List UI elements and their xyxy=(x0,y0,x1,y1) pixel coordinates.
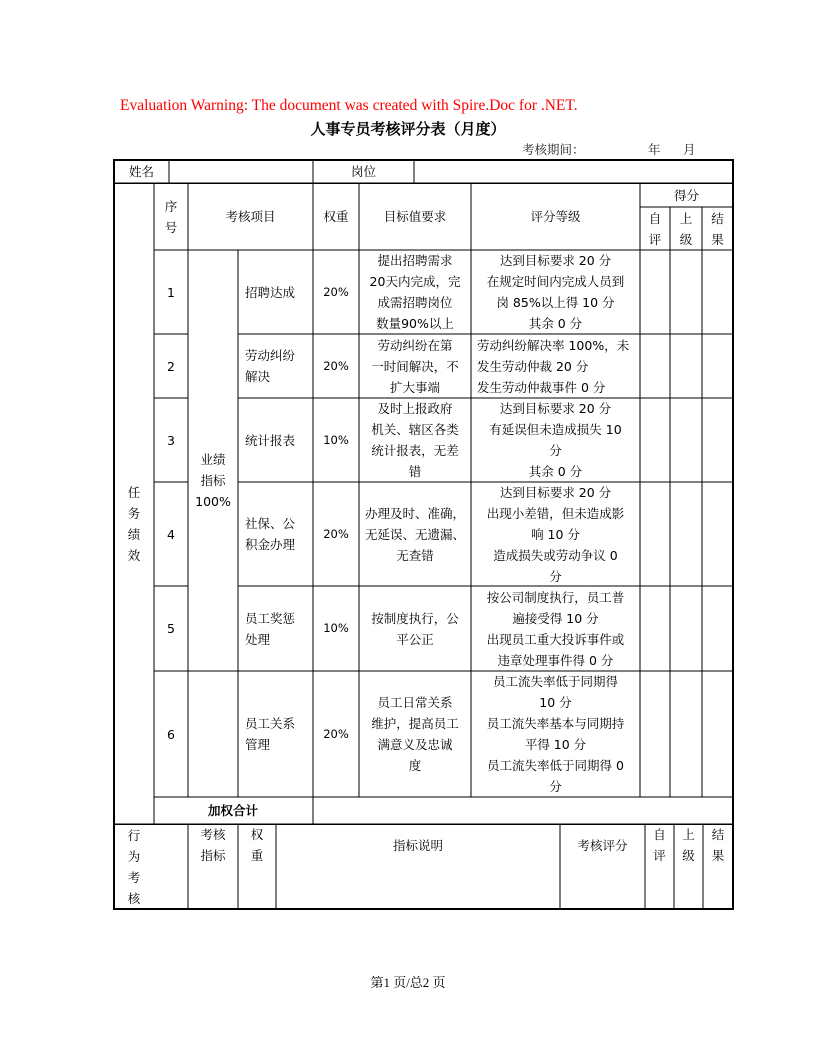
seq-header: 序 号 xyxy=(164,198,178,235)
period-month: 月 xyxy=(683,142,696,157)
row-weight: 20% xyxy=(323,726,349,741)
row-item: 员工奖惩 处理 xyxy=(245,610,296,647)
name-label: 姓名 xyxy=(128,164,154,179)
row-weight: 20% xyxy=(323,526,349,541)
page-title: 人事专员考核评分表（月度） xyxy=(310,120,506,138)
position-label: 岗位 xyxy=(350,164,376,179)
score-header: 得分 xyxy=(673,187,699,203)
period-label: 考核期间： xyxy=(522,142,585,157)
row-item: 劳动纠纷 解决 xyxy=(245,348,296,384)
self-header: 自 评 xyxy=(648,210,662,247)
position-value[interactable] xyxy=(414,160,733,183)
evaluation-warning: Evaluation Warning: The document was created with Spire.Doc for .NET. xyxy=(120,97,578,114)
row-grade: 劳动纠纷解决率 100%，未 发生劳动仲裁 20 分 发生劳动仲裁事件 0 分 xyxy=(477,337,630,395)
row-no: 1 xyxy=(167,284,175,300)
row-no: 4 xyxy=(167,526,175,542)
row-item: 员工关系 管理 xyxy=(245,716,296,752)
behavior-section-label: 行 为 考 核 xyxy=(127,827,141,906)
row-no: 3 xyxy=(167,432,175,448)
weight-header: 权重 xyxy=(323,209,349,224)
row-item: 社保、公 积金办理 xyxy=(245,516,296,552)
row-target: 提出招聘需求 20天内完成，完 成需招聘岗位 数量90%以上 xyxy=(369,253,461,331)
behavior-self-header: 自 评 xyxy=(653,827,666,863)
target-header: 目标值要求 xyxy=(383,209,447,224)
row-target: 办理及时、准确， 无延误、无遗漏、 无查错 xyxy=(364,505,465,563)
behavior-weight-header: 权 重 xyxy=(250,827,264,863)
row-item: 统计报表 xyxy=(245,432,296,448)
row-grade: 达到目标要求 20 分 出现小差错，但未造成影 响 10 分 造成损失或劳动争议 0 分 xyxy=(486,484,625,584)
row-weight: 20% xyxy=(323,284,349,299)
behavior-indicator-header: 考核 指标 xyxy=(200,827,226,863)
page-footer: 第1 页/总2 页 xyxy=(370,975,446,990)
behavior-superior-header: 上 级 xyxy=(682,827,695,863)
row-weight: 10% xyxy=(323,432,349,447)
behavior-result-header: 结 果 xyxy=(711,827,725,863)
row-target: 员工日常关系 维护，提高员工 满意义及忠诚 度 xyxy=(371,695,459,773)
weighted-total-label: 加权合计 xyxy=(207,803,258,818)
task-performance-label: 任 务 绩 效 xyxy=(127,484,141,563)
row-weight: 10% xyxy=(323,621,349,635)
row-grade: 达到目标要求 20 分 有延误但未造成损失 10 分 其余 0 分 xyxy=(489,401,622,479)
behavior-rating-header: 考核评分 xyxy=(577,837,628,853)
row-no: 2 xyxy=(167,358,175,374)
superior-header: 上 级 xyxy=(679,210,693,247)
row-item: 招聘达成 xyxy=(245,284,296,300)
behavior-description-header: 指标说明 xyxy=(392,837,443,853)
row-no: 5 xyxy=(167,621,175,636)
row-no: 6 xyxy=(167,726,175,742)
period-year: 年 xyxy=(648,142,661,157)
name-value[interactable] xyxy=(169,160,313,183)
grade-header: 评分等级 xyxy=(530,209,581,224)
row-target: 及时上报政府 机关、辖区各类 统计报表，无差 错 xyxy=(371,401,459,479)
row-target: 按制度执行，公 平公正 xyxy=(371,610,459,647)
result-header: 结 果 xyxy=(711,210,724,247)
row-grade: 达到目标要求 20 分 在规定时间内完成人员到 岗 85%以上得 10 分 其余 0 分 xyxy=(486,253,625,331)
category-label: 业绩 指标 100% xyxy=(195,452,231,509)
row-weight: 20% xyxy=(323,358,349,373)
item-header: 考核项目 xyxy=(225,209,276,224)
row-grade: 按公司制度执行，员工普 遍接受得 10 分 出现员工重大投诉事件或 违章处理事件得 0 分 xyxy=(486,589,625,668)
row-grade: 员工流失率低于同期得 10 分 员工流失率基本与同期持 平得 10 分 员工流失率低于同期得 0 分 xyxy=(486,674,625,794)
row-target: 劳动纠纷在第 一时间解决，不 扩大事端 xyxy=(371,337,459,395)
